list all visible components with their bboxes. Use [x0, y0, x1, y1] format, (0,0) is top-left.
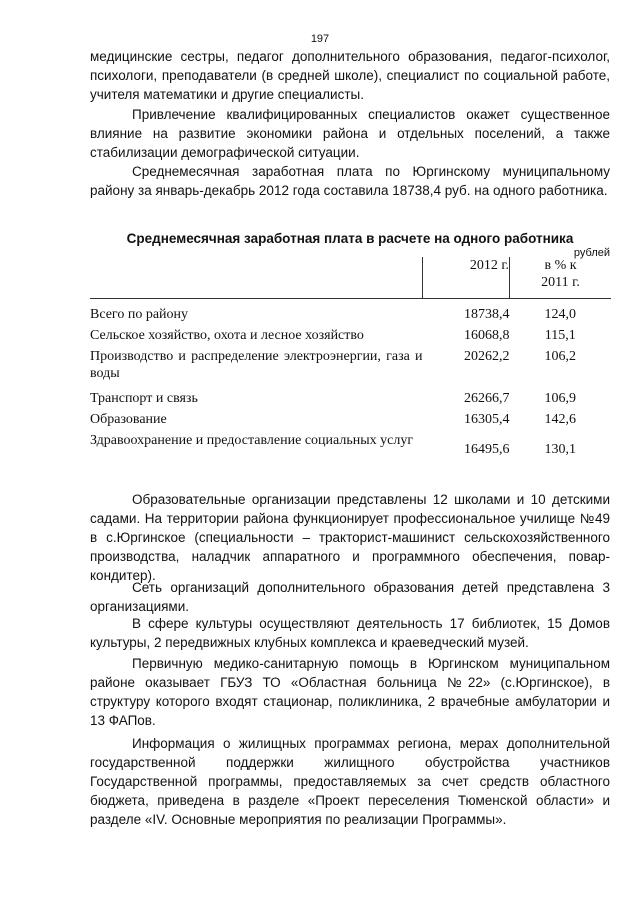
row-percent: 124,0 [544, 307, 576, 322]
header-percent-cell [510, 257, 612, 299]
paragraph-housing-programs: Информация о жилищных программах региона, мерах дополнительной государственной поддержки жилищного обустройства участников Государственной программы, предоставляемых за счет средств областного бюджета, приведена в разделе «Проект переселения Тюменской области» и разделе «IV. Основные мероприятия по реализации Программы». [90, 736, 610, 827]
paragraph-education-organizations: Образовательные организации представлены 12 школами и 10 детскими садами. На территории района функционирует профессиональное училище №49 в с.Юргинское (специальности – тракторист-машинист сельскохозяйственного производства, наладчик аппаратного и программного обеспечения, повар-кондитер). [90, 492, 610, 583]
row-name: Образование [90, 412, 167, 427]
row-percent: 130,1 [544, 442, 576, 457]
paragraph-medical-care: Первичную медико-санитарную помощь в Юргинском муниципальном районе оказывает ГБУЗ ТО «Областная больница №22» (с.Юргинское), в структуру которого входят стационар, поликлиника, 2 врачебные амбулатории и 13 ФАПов. [90, 656, 610, 728]
paragraph-specialists-list: медицинские сестры, педагог дополнительного образования, педагог-психолог, психологи, преподаватели (в средней школе), специалист по социальной работе, учителя математики и другие специалисты. [90, 49, 610, 102]
table-row [90, 344, 611, 382]
table-title: Среднемесячная заработная плата в расчете на одного работника [126, 231, 574, 246]
table-units: рублей [573, 247, 610, 259]
table-row [90, 407, 611, 428]
row-percent: 106,9 [544, 391, 576, 406]
salary-table [90, 257, 611, 458]
header-percent-line2: 2011 г. [541, 275, 580, 290]
row-value: 20262,2 [464, 349, 510, 364]
row-name: Здравоохранение и предоставление социальных услуг [90, 433, 414, 448]
row-percent: 106,2 [544, 349, 576, 364]
row-name: Производство и распределение электроэнергии, газа и воды [90, 349, 423, 381]
row-value: 16068,8 [464, 328, 510, 343]
paragraph-average-salary: Среднемесячная заработная плата по Юргинскому муниципальному району за январь-декабрь 2012 года составила 18738,4 руб. на одного работника. [90, 164, 610, 198]
row-percent: 142,6 [544, 412, 576, 427]
row-name: Сельское хозяйство, охота и лесное хозяйство [90, 328, 364, 343]
row-value: 26266,7 [464, 391, 510, 406]
header-year-cell [423, 257, 510, 299]
row-value: 18738,4 [464, 307, 510, 322]
row-name: Всего по району [90, 307, 189, 322]
table-header-row [90, 257, 611, 299]
row-value: 16495,6 [464, 442, 510, 457]
paragraph-qualified-specialists: Привлечение квалифицированных специалистов окажет существенное влияние на развитие экономики района и отдельных поселений, а также стабилизации демографической ситуации. [90, 107, 610, 160]
row-name: Транспорт и связь [90, 391, 198, 406]
table-row [90, 323, 611, 344]
header-label-cell [90, 257, 423, 299]
table-row [90, 299, 611, 324]
table-row [90, 382, 611, 407]
row-value: 16305,4 [464, 412, 510, 427]
header-year: 2012 г. [469, 258, 509, 273]
header-percent-line1: в % к [544, 258, 577, 273]
paragraph-culture: В сфере культуры осуществляют деятельность 17 библиотек, 15 Домов культуры, 2 передвижных клубных комплекса и краеведческий музей. [90, 616, 610, 650]
row-percent: 115,1 [544, 328, 576, 343]
table-row [90, 428, 611, 458]
paragraph-additional-education: Сеть организаций дополнительного образования детей представлена 3 организациями. [90, 580, 610, 614]
page-number: 197 [310, 33, 330, 45]
